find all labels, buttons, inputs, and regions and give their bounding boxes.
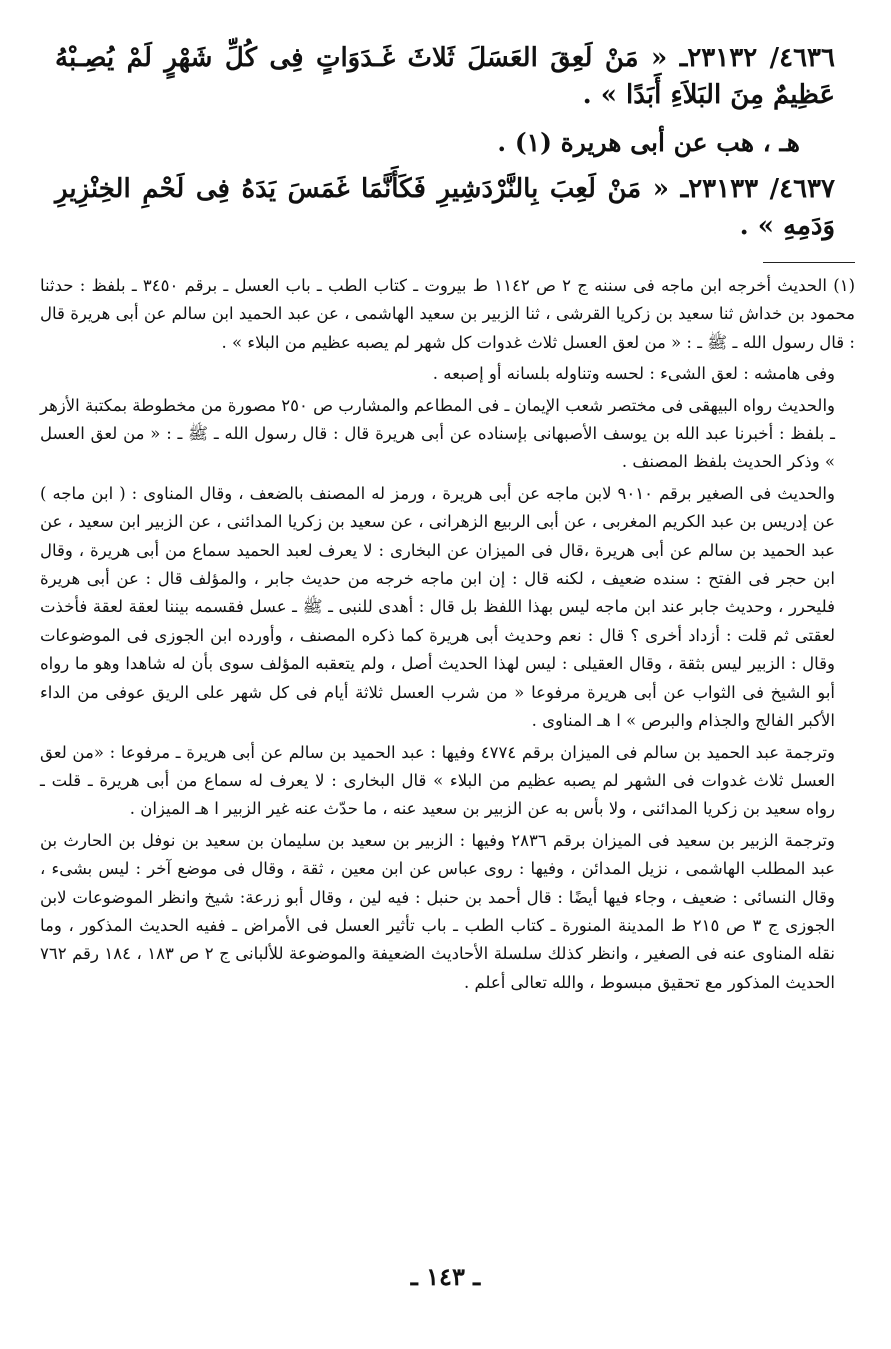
footnote-paragraph: (١) الحديث أخرجه ابن ماجه فى سننه ج ٢ ص ١١٤٢ ط بيروت ـ كتاب الطب ـ باب العسل ـ برقم ٣٤٥٠ ـ بلفظ : حدثنا محمود بن خداش ثنا سعيد بن زكريا القرشى ، ثنا الزبير بن سعيد الهاشمى ، عن عبد الحميد ابن سالم عن أبى هريرة قال : قال رسول الله ـ ﷺ ـ : « من لعق العسل ثلاث غدوات كل شهر لم يصبه عظيم من البلاء » . <box>40 276 855 352</box>
footnote-paragraph: والحديث فى الصغير برقم ٩٠١٠ لابن ماجه عن أبى هريرة ، ورمز له المصنف بالضعف ، وقال المناوى : ( ابن ماجه ) عن إدريس بن عبد الكريم المغربى ، عن أبى الربيع الزهرانى ، عن سعيد بن زكريا المدائنى ، عن الزبير ابن سعيد ، عن عبد الحميد بن سالم عن أبى هريرة ،قال فى الميزان عن البخارى : لا يعرف لعبد الحميد سماع من أبى هريرة ، وقال ابن حجر فى الفتح : سنده ضعيف ، لكنه قال : إن ابن ماجه خرجه من حديث جابر ، والمؤلف قال : عن أبى هريرة فليحرر ، وحديث جابر عند ابن ماجه ليس بهذا اللفظ بل قال : أهدى للنبى ـ ﷺ ـ عسل فقسمه بيننا لعقة لعقة فأخذت لعقتى ثم قلت : أزداد أخرى ؟ قال : نعم وحديث أبى هريرة كما ذكره المصنف ، وأورده ابن الجوزى فى الموضوعات وقال : الزبير ليس بثقة ، وقال العقيلى : ليس لهذا الحديث أصل ، ولم يتعقبه المؤلف سوى بأن له شاهدا وهو ما رواه أبو الشيخ فى الثواب عن أبى هريرة مرفوعا « من شرب العسل ثلاثة أيام فى كل شهر على الريق عوفى من الداء الأكبر الفالج والجذام والبرص » ا هـ المناوى . <box>40 483 835 731</box>
footnote-paragraph: والحديث رواه البيهقى فى مختصر شعب الإيمان ـ فى المطاعم والمشارب ص ٢٥٠ مصورة من مخطوطة بمكتبة الأزهر ـ بلفظ : أخبرنا عبد الله بن يوسف الأصبهانى بإسناده عن أبى هريرة قال : قال رسول الله ـ ﷺ ـ : « من لعق العسل » وذكر الحديث بلفظ المصنف . <box>39 395 835 472</box>
hadith-4636: ٤٦٣٦/ ٢٣١٣٢ـ « مَنْ لَعِقَ العَسَلَ ثَلاثَ غَـدَوَاتٍ فِى كُلِّ شَهْرٍ لَمْ يُصِـبْهُ عَظِيمٌ مِنَ البَلاَءِ أَبَدًا » . <box>55 43 835 110</box>
hadith-4637: ٤٦٣٧/ ٢٣١٣٣ـ « مَنْ لَعِبَ بِالنَّرْدَشِيرِ فَكَأَنَّمَا غَمَسَ يَدَهُ فِى لَحْمِ الخِنْزِيرِ وَدَمِهِ » . <box>55 174 835 241</box>
footnote-paragraph: وترجمة عبد الحميد بن سالم فى الميزان برقم ٤٧٧٤ وفيها : عبد الحميد بن سالم عن أبى هريرة ـ مرفوعا : «من لعق العسل ثلاث غدوات فى الشهر لم يصبه عظيم من البلاء » قال البخارى : لا يعرف له سماع من أبى هريرة ـ قلت ـ رواه سعيد بن زكريا المدائنى ، ولا بأس به عن الزبير بن سعيد عنه ، ما حدّث عنه غير الزبير ا هـ الميزان . <box>40 742 835 819</box>
hadith-reference: هـ ، هب عن أبى هريرة (١) . <box>497 128 800 157</box>
main-text <box>55 40 835 255</box>
footnote-paragraph: وترجمة الزبير بن سعيد فى الميزان برقم ٢٨٣٦ وفيها : الزبير بن سعيد بن سليمان بن سعيد بن نوفل بن الحارث بن عبد المطلب الهاشمى ، نزيل المدائن ، وفيها : روى عباس عن ابن معين ، ثقة ، وقال فى موضع آخر : ليس بشىء ، وقال النسائى : ضعيف ، وجاء فيها أيضًا : قال أحمد بن حنبل : فيه لين ، وقال أبو زرعة: شيخ وانظر الموضوعات لابن الجوزى ج ٣ ص ٢١٥ ط المدينة المنورة ـ كتاب الطب ـ باب تأثير العسل فى الأمراض ـ ففيه الحديث المذكور ، وما نقله المناوى عنه فى الصغير ، وانظر كذلك سلسلة الأحاديث الضعيفة والموضوعة للألبانى ج ٢ ص ١٨٣ ، ١٨٤ رقم ٧٦٢ الحديث المذكور مع تحقيق مبسوط ، والله تعالى أعلم . <box>40 830 835 992</box>
page-number: ـ ١٤٣ ـ <box>410 1262 481 1291</box>
footnote-paragraph: وفى هامشه : لعق الشىء : لحسه وتناوله بلسانه أو إصبعه . <box>432 364 835 384</box>
footnotes <box>39 272 855 1000</box>
footnote-divider <box>763 262 855 263</box>
